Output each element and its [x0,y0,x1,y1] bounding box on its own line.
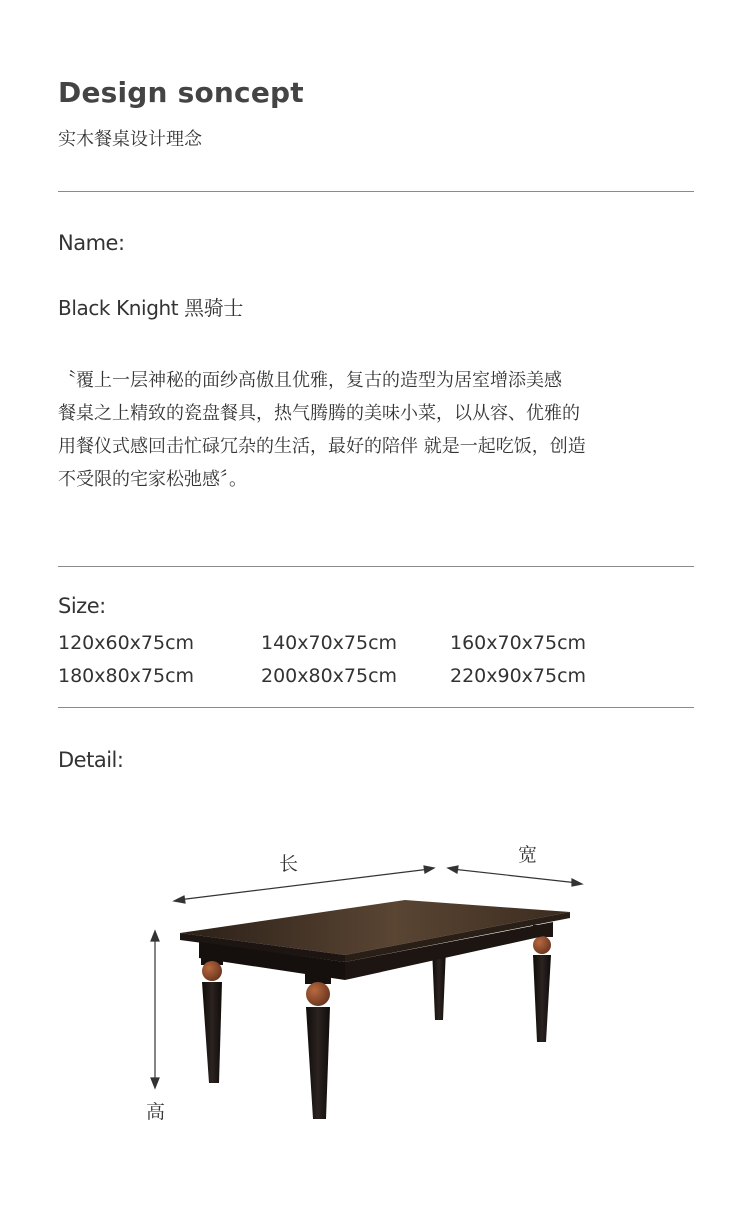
table-leg [201,955,223,1083]
product-name: Black Knight 黑骑士 [58,296,243,320]
width-arrow [448,866,582,886]
divider [58,191,694,192]
width-label: 宽 [518,844,538,866]
name-label: Name: [58,231,125,255]
divider [58,566,694,567]
table-leg [305,972,331,1119]
height-arrow [151,931,159,1088]
description-line: 用餐仪式感回击忙碌冗杂的生活，最好的陪伴 就是一起吃饭，创造 [58,436,586,457]
size-option: 200x80x75cm [261,665,398,687]
table-top [180,900,570,980]
description-line: 〝覆上一层神秘的面纱高傲且优雅，复古的造型为居室增添美感 [58,370,562,391]
description [58,364,708,496]
size-option: 160x70x75cm [450,632,587,654]
height-label: 高 [146,1101,166,1123]
table-illustration [0,790,750,1150]
page-subtitle: 实木餐桌设计理念 [58,129,202,150]
size-option: 120x60x75cm [58,632,195,654]
size-option: 220x90x75cm [450,665,587,687]
length-arrow [174,866,434,903]
size-label: Size: [58,594,106,618]
detail-label: Detail: [58,748,124,772]
description-line: 不受限的宅家松弛感〞。 [58,469,247,490]
description-line: 餐桌之上精致的瓷盘餐具，热气腾腾的美味小菜，以从容、优雅的 [58,403,580,424]
table-leg [533,925,553,1042]
size-option: 180x80x75cm [58,665,195,687]
size-option: 140x70x75cm [261,632,398,654]
divider [58,707,694,708]
page-title: Design soncept [58,76,304,109]
length-label: 长 [279,853,299,875]
